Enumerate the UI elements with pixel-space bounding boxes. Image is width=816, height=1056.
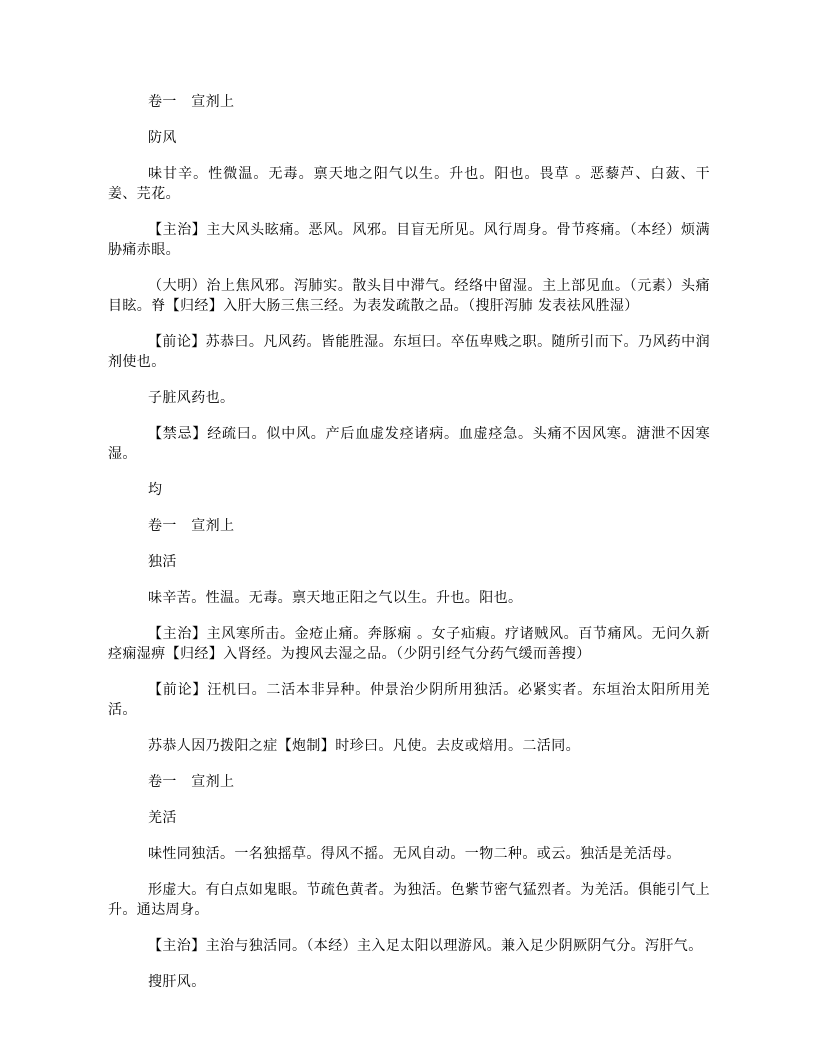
paragraph-discussion: 【前论】苏恭曰。凡风药。皆能胜湿。东垣曰。卒伍卑贱之职。随所引而下。乃风药中润剂使也。 <box>108 334 710 370</box>
paragraph-preparation: 苏恭人因乃拨阳之症【炮制】时珍曰。凡使。去皮或焙用。二活同。 <box>148 738 580 754</box>
paragraph-text: 搜肝风。 <box>148 974 206 990</box>
paragraph-discussion: 【前论】汪机曰。二活本非异种。仲景治少阴所用独活。必紧实者。东垣治太阳所用羌活。 <box>108 682 710 718</box>
paragraph-properties: 味辛苦。性温。无毒。禀天地正阳之气以生。升也。阳也。 <box>148 590 523 606</box>
paragraph-description: 形虚大。有白点如鬼眼。节疏色黄者。为独活。色紫节密气猛烈者。为羌活。俱能引气上升。通达周身。 <box>108 882 710 918</box>
paragraph-text: 均 <box>148 482 163 498</box>
herb-title-qianghuo: 羌活 <box>148 810 177 826</box>
paragraph-indications: 【主治】主大风头眩痛。恶风。风邪。目盲无所见。风行周身。骨节疼痛。（本经）烦满胁痛赤眼。 <box>108 222 710 258</box>
paragraph-contraindications: 【禁忌】经疏曰。似中风。产后血虚发痉诸病。血虚痉急。头痛不因风寒。溏泄不因寒湿。 <box>108 426 710 462</box>
paragraph-indications-continued: （大明）治上焦风邪。泻肺实。散头目中滞气。经络中留湿。主上部见血。（元素）头痛目眩。脊【归经】入肝大肠三焦三经。为表发疏散之品。（搜肝泻肺 发表祛风胜湿） <box>108 278 710 314</box>
section-heading: 卷一 宣剂上 <box>148 94 235 110</box>
document-page <box>108 92 710 1008</box>
herb-title-duhuo: 独活 <box>148 554 177 570</box>
paragraph-text: 子脏风药也。 <box>148 390 235 406</box>
paragraph-properties: 味甘辛。性微温。无毒。禀天地之阳气以生。升也。阳也。畏草 。恶藜芦、白蔹、干姜、芫花。 <box>108 166 710 202</box>
herb-title-fangfeng: 防风 <box>148 130 177 146</box>
section-heading: 卷一 宣剂上 <box>148 518 235 534</box>
paragraph-properties: 味性同独活。一名独摇草。得风不摇。无风自动。一物二种。或云。独活是羌活母。 <box>148 846 681 862</box>
paragraph-indications: 【主治】主风寒所击。金疮止痛。奔豚痫 。女子疝瘕。疗诸贼风。百节痛风。无问久新痉痫湿痹【归经】入肾经。为搜风去湿之品。（少阴引经气分药气缓而善搜） <box>108 626 710 662</box>
section-heading: 卷一 宣剂上 <box>148 774 235 790</box>
paragraph-indications: 【主治】主治与独活同。（本经）主入足太阳以理游风。兼入足少阴厥阴气分。泻肝气。 <box>148 938 703 954</box>
